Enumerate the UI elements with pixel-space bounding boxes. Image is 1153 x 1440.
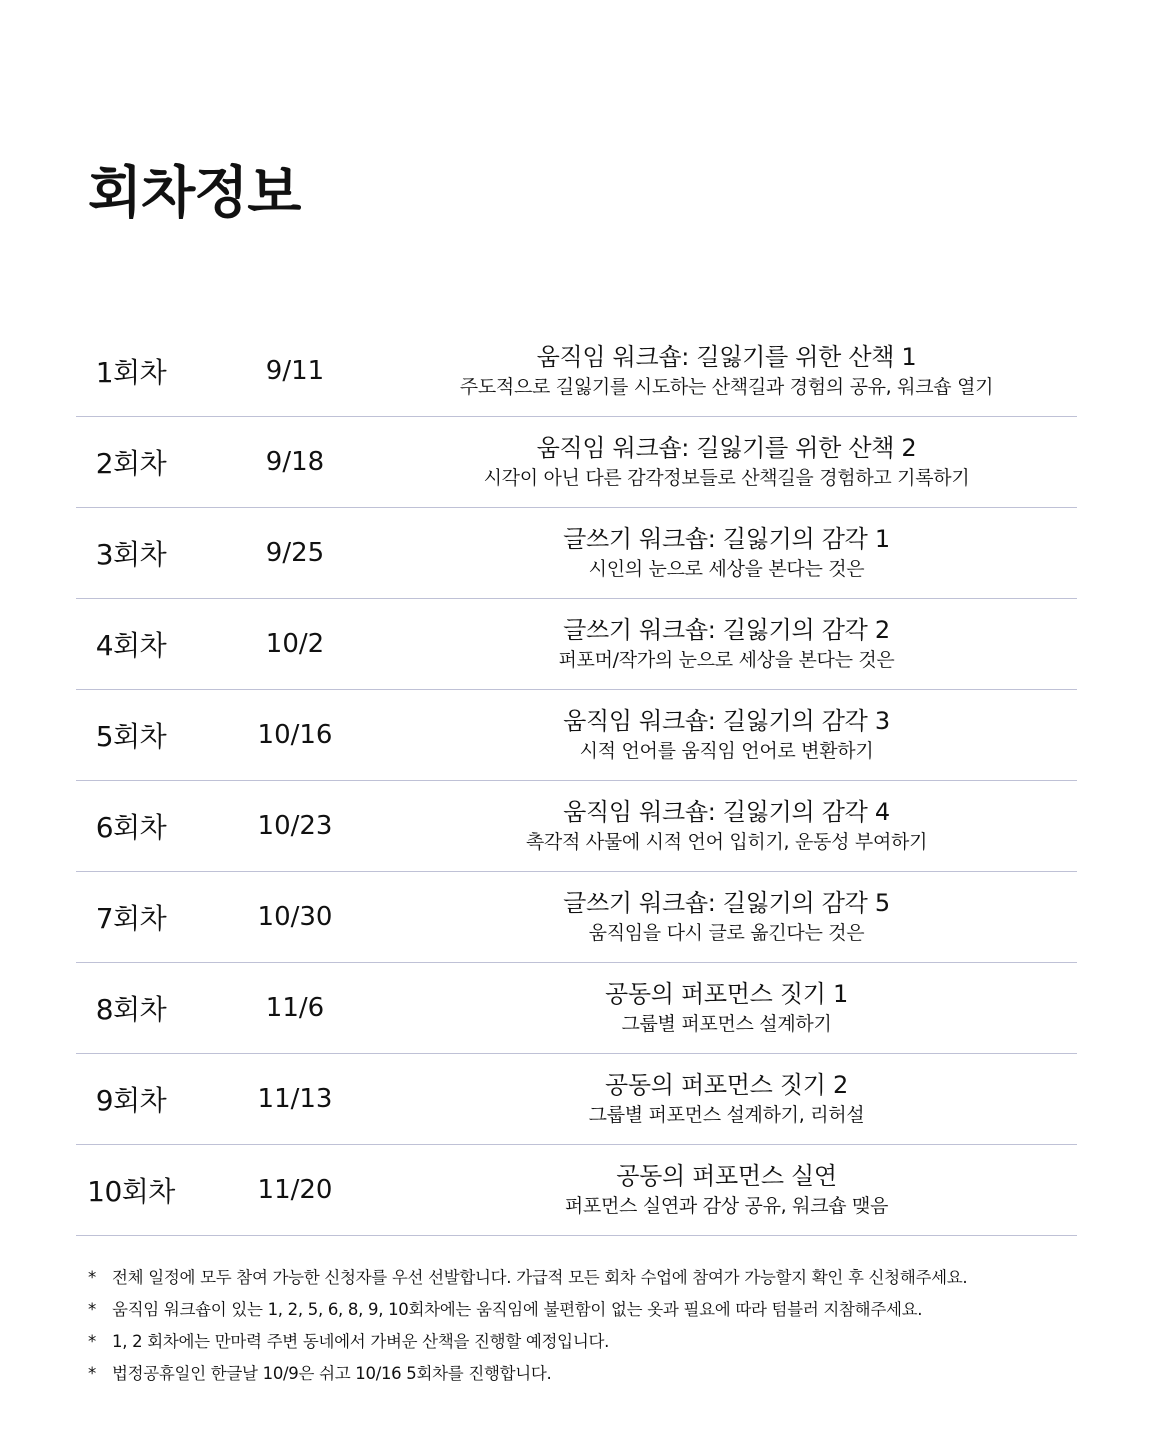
note-text: 법정공휴일인 한글날 10/9은 쉬고 10/16 5회차를 진행합니다.: [112, 1364, 552, 1383]
note-item: [88, 1294, 1088, 1326]
session-row: [76, 781, 1077, 872]
session-date: 10/16: [257, 720, 333, 750]
session-row: [76, 417, 1077, 508]
session-description: 그룹별 퍼포먼스 설계하기, 리허설: [588, 1104, 865, 1126]
session-description: 시적 언어를 움직임 언어로 변환하기: [579, 740, 874, 762]
session-title: 글쓰기 워크숍: 길잃기의 감각 5: [563, 889, 890, 917]
session-number: 3회차: [95, 538, 167, 571]
session-date: 9/18: [265, 447, 325, 477]
session-date: 11/13: [257, 1084, 333, 1114]
asterisk-marker: *: [88, 1300, 96, 1319]
session-title: 움직임 워크숍: 길잃기를 위한 산책 2: [536, 434, 917, 462]
session-title: 움직임 워크숍: 길잃기의 감각 3: [563, 707, 890, 735]
note-text: 전체 일정에 모두 참여 가능한 신청자를 우선 선발합니다. 가급적 모든 회차 수업에 참여가 가능할지 확인 후 신청해주세요.: [112, 1268, 968, 1287]
session-row: [76, 508, 1077, 599]
session-title: 글쓰기 워크숍: 길잃기의 감각 2: [563, 616, 890, 644]
session-title: 공동의 퍼포먼스 짓기 2: [605, 1071, 848, 1099]
session-row: [76, 599, 1077, 690]
asterisk-marker: *: [88, 1332, 96, 1351]
session-row: [76, 1054, 1077, 1145]
session-date: 10/30: [257, 902, 333, 932]
session-info: [376, 1145, 1077, 1235]
session-info: [376, 417, 1077, 507]
session-info: [376, 781, 1077, 871]
notes-list: [88, 1262, 1088, 1390]
session-number: 9회차: [95, 1084, 167, 1117]
session-info: [376, 599, 1077, 689]
session-description: 촉각적 사물에 시적 언어 입히기, 운동성 부여하기: [525, 831, 928, 853]
session-description: 퍼포머/작가의 눈으로 세상을 본다는 것은: [558, 649, 895, 671]
session-description: 그룹별 퍼포먼스 설계하기: [621, 1013, 832, 1035]
session-title: 움직임 워크숍: 길잃기의 감각 4: [563, 798, 890, 826]
note-item: [88, 1326, 1088, 1358]
session-number: 10회차: [87, 1175, 175, 1208]
session-date: 11/6: [265, 993, 325, 1023]
session-title: 글쓰기 워크숍: 길잃기의 감각 1: [563, 525, 890, 553]
note-text: 1, 2 회차에는 만마력 주변 동네에서 가벼운 산책을 진행할 예정입니다.: [112, 1332, 610, 1351]
page-title: 회차정보: [88, 161, 301, 226]
session-info: [376, 326, 1077, 416]
session-number: 1회차: [95, 356, 167, 389]
note-item: [88, 1262, 1088, 1294]
session-date: 9/11: [265, 356, 325, 386]
session-date: 11/20: [257, 1175, 333, 1205]
session-date: 10/2: [265, 629, 325, 659]
asterisk-marker: *: [88, 1268, 96, 1287]
session-description: 시각이 아닌 다른 감각정보들로 산책길을 경험하고 기록하기: [483, 467, 970, 489]
session-schedule: [76, 326, 1077, 1236]
note-text: 움직임 워크숍이 있는 1, 2, 5, 6, 8, 9, 10회차에는 움직임에 불편함이 없는 옷과 필요에 따라 텀블러 지참해주세요.: [112, 1300, 923, 1319]
session-number: 5회차: [95, 720, 167, 753]
session-title: 공동의 퍼포먼스 실연: [616, 1162, 837, 1190]
session-info: [376, 872, 1077, 962]
session-number: 2회차: [95, 447, 167, 480]
session-info: [376, 690, 1077, 780]
asterisk-marker: *: [88, 1364, 96, 1383]
session-info: [376, 508, 1077, 598]
session-title: 움직임 워크숍: 길잃기를 위한 산책 1: [536, 343, 917, 371]
session-row: [76, 1145, 1077, 1236]
session-row: [76, 963, 1077, 1054]
session-number: 4회차: [95, 629, 167, 662]
session-description: 퍼포먼스 실연과 감상 공유, 워크숍 맺음: [564, 1195, 889, 1217]
session-info: [376, 1054, 1077, 1144]
session-date: 9/25: [265, 538, 325, 568]
session-number: 6회차: [95, 811, 167, 844]
session-row: [76, 872, 1077, 963]
session-date: 10/23: [257, 811, 333, 841]
session-number: 7회차: [95, 902, 167, 935]
session-info: [376, 963, 1077, 1053]
session-description: 시인의 눈으로 세상을 본다는 것은: [588, 558, 865, 580]
session-description: 움직임을 다시 글로 옮긴다는 것은: [588, 922, 865, 944]
session-number: 8회차: [95, 993, 167, 1026]
note-item: [88, 1358, 1088, 1390]
session-description: 주도적으로 길잃기를 시도하는 산책길과 경험의 공유, 워크숍 열기: [459, 376, 994, 398]
session-row: [76, 690, 1077, 781]
session-row: [76, 326, 1077, 417]
session-title: 공동의 퍼포먼스 짓기 1: [605, 980, 848, 1008]
